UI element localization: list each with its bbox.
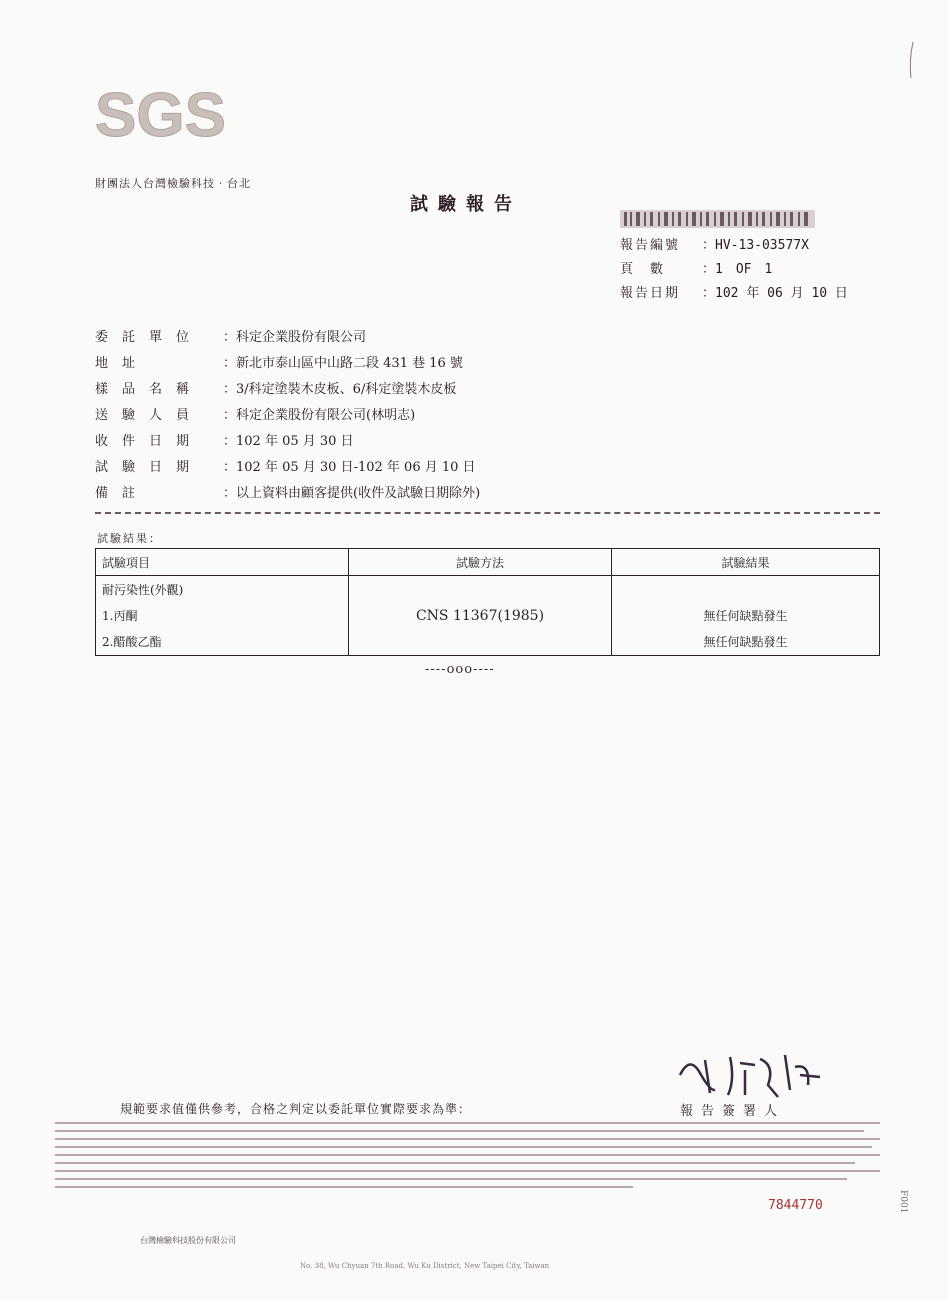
- sgs-logo: [95, 78, 230, 146]
- info-value: 科定企業股份有限公司(林明志): [236, 408, 416, 423]
- info-row-remarks: 備註 ：以上資料由顧客提供(收件及試驗日期除外): [95, 482, 480, 501]
- info-row-test-period: 試驗日期 ：102 年 05 月 30 日-102 年 06 月 10 日: [95, 456, 476, 475]
- report-date-row: 報告日期 ：102 年 06 月 10 日: [620, 282, 848, 301]
- info-value: 102 年 05 月 30 日: [236, 434, 354, 449]
- test-method: CNS 11367(1985): [349, 576, 612, 656]
- info-label: 送驗人員: [95, 408, 204, 423]
- test-result: 無任何缺點發生: [703, 634, 788, 649]
- test-items-cell: [96, 576, 349, 656]
- signer-label: 報告簽署人: [680, 1104, 786, 1119]
- signature-image: [660, 1045, 830, 1105]
- info-row-received: 收件日期 ：102 年 05 月 30 日: [95, 430, 354, 449]
- info-value: 102 年 05 月 30 日-102 年 06 月 10 日: [236, 460, 476, 475]
- company-footer: 台灣檢驗科技股份有限公司: [140, 1236, 236, 1245]
- results-label: 試驗結果：: [97, 532, 162, 545]
- serial-number: 7844770: [768, 1198, 823, 1213]
- page-count: 1 OF 1: [715, 262, 773, 277]
- info-row-client: 委託單位 ：科定企業股份有限公司: [95, 326, 366, 345]
- page-count-row: 頁 數 ：1 OF 1: [620, 258, 772, 277]
- info-value: 3/科定塗裝木皮板、6/科定塗裝木皮板: [236, 382, 457, 397]
- barcode-strip: [620, 210, 815, 228]
- info-row-sample: 樣品名稱 ：3/科定塗裝木皮板、6/科定塗裝木皮板: [95, 378, 456, 397]
- info-label: 委託單位: [95, 330, 204, 345]
- report-number-label: 報告編號: [620, 238, 681, 253]
- footer-note: 規範要求值僅供參考，合格之判定以委託單位實際要求為準：: [120, 1102, 472, 1116]
- info-value: 以上資料由顧客提供(收件及試驗日期除外): [236, 486, 481, 501]
- page-count-label: 頁 數: [620, 262, 666, 277]
- section-divider: [95, 512, 880, 514]
- form-code: F001: [898, 1190, 908, 1214]
- test-item: 1.丙酮: [102, 608, 138, 623]
- end-of-results-mark: ----ooo----: [425, 662, 495, 677]
- test-item: 2.醋酸乙酯: [102, 634, 162, 649]
- report-number: HV-13-03577X: [715, 238, 809, 253]
- test-results-cell: [612, 576, 880, 656]
- info-value: 科定企業股份有限公司: [236, 330, 367, 345]
- col-header-item: 試驗項目: [96, 549, 349, 576]
- col-header-method: 試驗方法: [349, 549, 612, 576]
- test-result: 無任何缺點發生: [703, 608, 788, 623]
- report-date: 102 年 06 月 10 日: [715, 286, 848, 301]
- info-row-submitter: 送驗人員 ：科定企業股份有限公司(林明志): [95, 404, 415, 423]
- table-row: [96, 576, 880, 656]
- lab-name: 財團法人台灣檢驗科技‧台北: [95, 177, 251, 190]
- legal-fine-print: [55, 1122, 880, 1194]
- info-label: 備註: [95, 486, 150, 501]
- svg-text:SGS: SGS: [95, 81, 226, 146]
- company-address: No. 38, Wu Chyuan 7th Road, Wu Ku District, New Taipei City, Taiwan: [300, 1262, 550, 1270]
- margin-mark: [905, 40, 917, 80]
- info-label: 地址: [95, 356, 150, 371]
- table-header-row: [96, 549, 880, 576]
- info-label: 試驗日期: [95, 460, 204, 475]
- info-label: 收件日期: [95, 434, 204, 449]
- info-value: 新北市泰山區中山路二段 431 巷 16 號: [236, 356, 463, 371]
- report-number-row: 報告編號 ：HV-13-03577X: [620, 234, 809, 253]
- page-title: 試驗報告: [410, 194, 522, 215]
- col-header-result: 試驗結果: [612, 549, 880, 576]
- results-table: [95, 548, 880, 656]
- info-label: 樣品名稱: [95, 382, 204, 397]
- test-item: 耐污染性(外觀): [102, 582, 184, 597]
- info-row-address: 地址 ：新北市泰山區中山路二段 431 巷 16 號: [95, 352, 463, 371]
- report-date-label: 報告日期: [620, 286, 681, 301]
